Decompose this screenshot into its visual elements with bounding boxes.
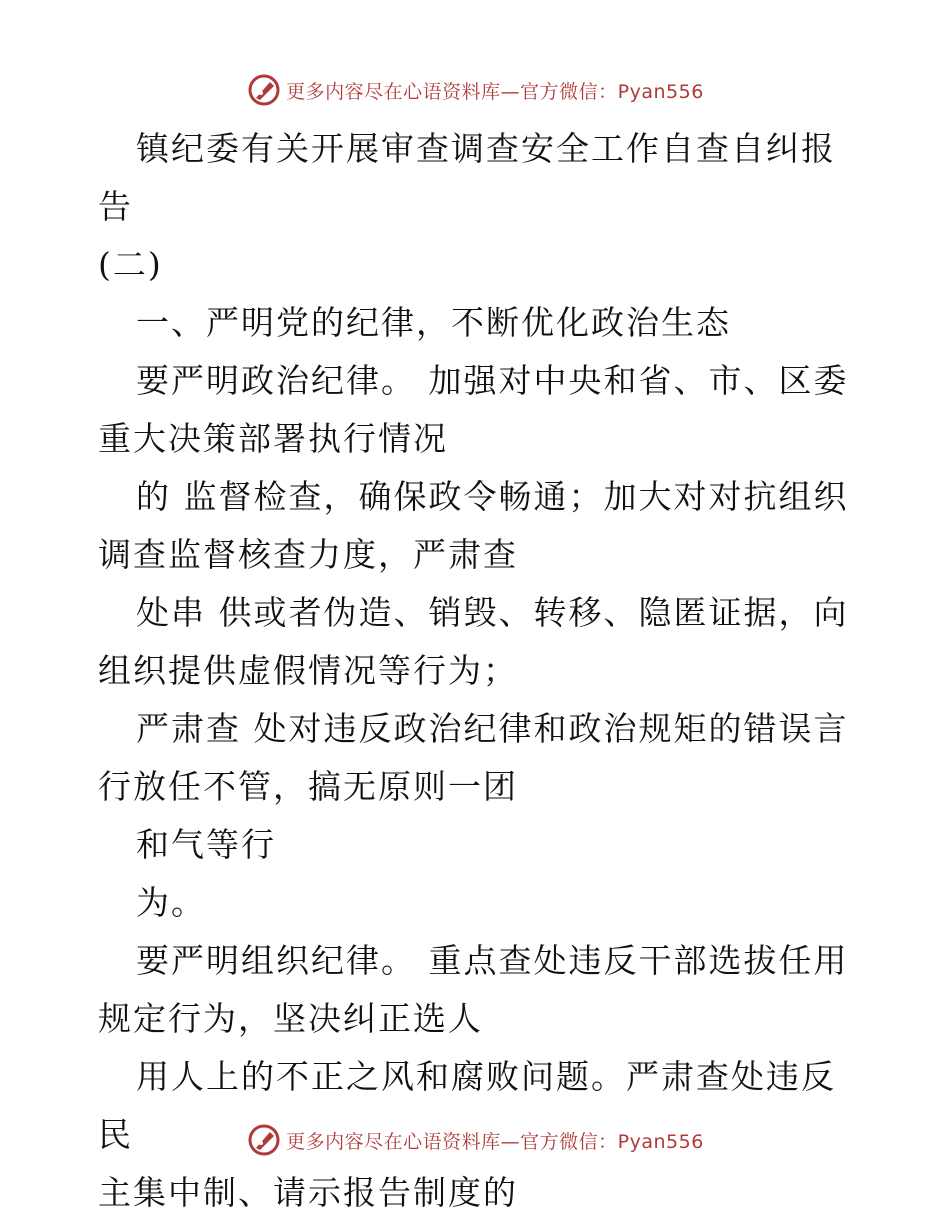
paragraph-line: 要严明政治纪律。 加强对中央和省、市、区委 bbox=[136, 361, 849, 400]
paragraph-line: 要严明组织纪律。 重点查处违反干部选拔任用 bbox=[136, 941, 849, 980]
doc-title-line: (二) bbox=[98, 245, 163, 284]
paragraph-line: 行放任不管，搞无原则一团 bbox=[98, 767, 518, 806]
paragraph-line: 组织提供虚假情况等行为； bbox=[98, 651, 518, 690]
header-banner bbox=[0, 70, 950, 110]
section-heading: 一、严明党的纪律，不断优化政治生态 bbox=[136, 303, 731, 342]
paragraph-line: 主集中制、请示报告制度的 bbox=[98, 1173, 518, 1212]
banner-text: 更多内容尽在心语资料库—官方微信：Pyan556 bbox=[286, 1130, 704, 1153]
paragraph-line: 用人上的不正之风和腐败问题。严肃查处违反民 bbox=[98, 1057, 836, 1154]
paragraph-line: 规定行为，坚决纠正选人 bbox=[98, 999, 483, 1038]
banner-text: 更多内容尽在心语资料库—官方微信：Pyan556 bbox=[286, 80, 704, 103]
paragraph-line: 和气等行 bbox=[136, 825, 276, 864]
pen-seal-icon bbox=[246, 1122, 282, 1158]
doc-title-line: 镇纪委有关开展审查调查安全工作自查自纠报告 bbox=[98, 129, 836, 226]
paragraph-line: 调查监督核查力度，严肃查 bbox=[98, 535, 518, 574]
paragraph-line: 为。 bbox=[136, 883, 206, 922]
document-body bbox=[98, 120, 858, 1222]
footer-banner bbox=[0, 1120, 950, 1160]
paragraph-line: 处串 供或者伪造、销毁、转移、隐匿证据，向 bbox=[136, 593, 849, 632]
paragraph-line: 严肃查 处对违反政治纪律和政治规矩的错误言 bbox=[136, 709, 849, 748]
paragraph-line: 的 监督检查，确保政令畅通；加大对对抗组织 bbox=[136, 477, 849, 516]
pen-seal-icon bbox=[246, 72, 282, 108]
paragraph-line: 重大决策部署执行情况 bbox=[98, 419, 448, 458]
